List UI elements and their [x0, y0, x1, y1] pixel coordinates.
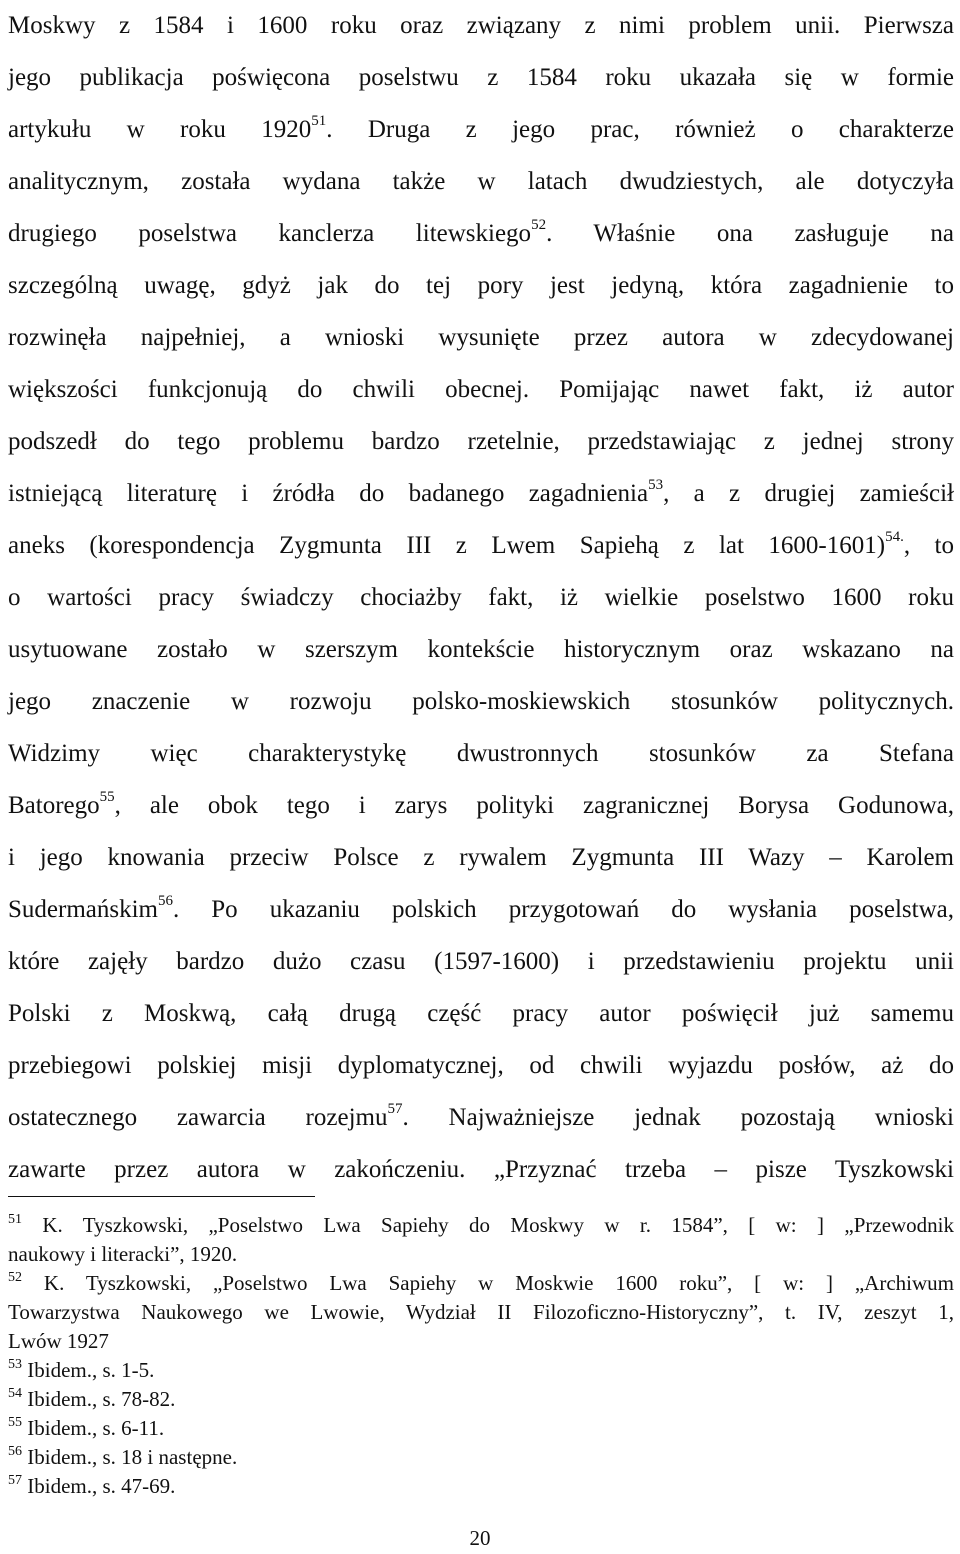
footnote-text: K. Tyszkowski, „Poselstwo Lwa Sapiehy w Moskwie 1600 roku”, [ w: ] „Archiwum [43, 1271, 954, 1295]
text-run: usytuowane zostało w szerszym kontekście historycznym oraz wskazano na [8, 636, 954, 663]
footnote-reference: 53 [648, 477, 664, 493]
text-line [8, 0, 954, 52]
text-run: Widzimy więc charakterystykę dwustronnych stosunków za Stefana [8, 740, 954, 767]
text-run: Sudermańskim [8, 896, 158, 923]
footnote-line [8, 1472, 954, 1501]
footnote-line [8, 1443, 954, 1472]
text-line [8, 260, 954, 312]
footnote-reference: 52 [531, 217, 547, 233]
footnote-line [8, 1298, 954, 1327]
text-run: rozwinęła najpełniej, a wnioski wysunięte przez autora w zdecydowanej [8, 324, 954, 351]
footnote-text: Towarzystwa Naukowego we Lwowie, Wydział II Filozoficzno-Historyczny”, t. IV, zeszyt 1, [8, 1300, 954, 1324]
footnote-line [8, 1414, 954, 1443]
text-line [8, 312, 954, 364]
text-line [8, 520, 954, 572]
footnote-reference: 54. [885, 529, 904, 545]
footnote-reference: 51 [311, 113, 327, 129]
text-line [8, 832, 954, 884]
footnote-text: naukowy i literacki”, 1920. [8, 1242, 238, 1266]
text-line [8, 156, 954, 208]
text-line [8, 624, 954, 676]
text-run: . Najważniejsze jednak pozostają wnioski [402, 1104, 954, 1131]
text-run: szczególną uwagę, gdyż jak do tej pory jest jedyną, która zagadnienie to [8, 272, 954, 299]
text-run: istniejącą literaturę i źródła do badanego zagadnienia [8, 480, 649, 507]
text-run: o wartości pracy świadczy chociażby fakt, iż wielkie poselstwo 1600 roku [8, 584, 954, 611]
text-run: analitycznym, została wydana także w latach dwudziestych, ale dotyczyła [8, 168, 954, 195]
text-run: ostatecznego zawarcia rozejmu [8, 1104, 388, 1131]
footnote-line [8, 1327, 954, 1356]
footnotes [8, 1211, 954, 1501]
text-run: drugiego poselstwa kanclerza litewskiego [8, 220, 532, 247]
footnote-number: 54 [8, 1386, 22, 1401]
text-run: Batorego [8, 792, 100, 819]
text-run: . Po ukazaniu polskich przygotowań do wysłania poselstwa, [173, 896, 954, 923]
footnote-number: 55 [8, 1415, 22, 1430]
footnote-line [8, 1356, 954, 1385]
text-line [8, 780, 954, 832]
text-run: przebiegowi polskiej misji dyplomatycznej, od chwili wyjazdu posłów, aż do [8, 1052, 954, 1079]
text-line [8, 468, 954, 520]
footnote-reference: 55 [99, 789, 115, 805]
text-line [8, 52, 954, 104]
text-run: , to [903, 532, 954, 559]
footnote-line [8, 1269, 954, 1298]
text-run: które zajęły bardzo dużo czasu (1597-1600) i przedstawieniu projektu unii [8, 948, 954, 975]
footnote-text: Ibidem., s. 6-11. [27, 1416, 165, 1440]
text-run: Polski z Moskwą, całą drugą część pracy autor poświęcił już samemu [8, 1000, 954, 1027]
text-line [8, 572, 954, 624]
footnote-line [8, 1240, 954, 1269]
text-run: i jego knowania przeciw Polsce z rywalem Zygmunta III Wazy – Karolem [8, 844, 954, 871]
text-line [8, 728, 954, 780]
text-run: , ale obok tego i zarys polityki zagranicznej Borysa Godunowa, [114, 792, 954, 819]
text-line [8, 1092, 954, 1144]
text-line [8, 416, 954, 468]
footnote-separator [8, 1196, 315, 1197]
footnote-line [8, 1385, 954, 1414]
text-run: . Właśnie ona zasługuje na [546, 220, 954, 247]
text-line [8, 208, 954, 260]
footnote-reference: 57 [387, 1101, 403, 1117]
footnote-number: 57 [8, 1473, 22, 1488]
text-run: jego publikacja poświęcona poselstwu z 1584 roku ukazała się w formie [8, 64, 954, 91]
main-text [8, 0, 954, 1196]
text-line [8, 104, 954, 156]
footnote-text: Ibidem., s. 78-82. [27, 1387, 176, 1411]
footnote-text: Ibidem., s. 47-69. [27, 1474, 176, 1498]
text-run: aneks (korespondencja Zygmunta III z Lwem Sapiehą z lat 1600-1601) [8, 532, 886, 559]
text-run: . Druga z jego prac, również o charakterze [326, 116, 954, 143]
text-run: artykułu w roku 1920 [8, 116, 312, 143]
footnote-number: 53 [8, 1357, 22, 1372]
text-run: , a z drugiej zamieścił [663, 480, 954, 507]
text-run: Moskwy z 1584 i 1600 roku oraz związany z nimi problem unii. Pierwsza [8, 12, 954, 39]
footnote-line [8, 1211, 954, 1240]
text-line [8, 676, 954, 728]
footnote-number: 52 [8, 1270, 22, 1285]
text-line [8, 1040, 954, 1092]
footnote-text: K. Tyszkowski, „Poselstwo Lwa Sapiehy do Moskwy w r. 1584”, [ w: ] „Przewodnik [42, 1213, 955, 1237]
footnote-text: Lwów 1927 [8, 1329, 109, 1353]
footnote-text: Ibidem., s. 18 i następne. [27, 1445, 238, 1469]
footnote-number: 51 [8, 1212, 22, 1227]
text-run: większości funkcjonują do chwili obecnej. Pomijając nawet fakt, iż autor [8, 376, 954, 403]
text-run: podszedł do tego problemu bardzo rzetelnie, przedstawiając z jednej strony [8, 428, 954, 455]
footnote-number: 56 [8, 1444, 22, 1459]
page-number: 20 [469, 1526, 491, 1550]
footnote-text: Ibidem., s. 1-5. [27, 1358, 155, 1382]
text-line [8, 936, 954, 988]
text-line [8, 988, 954, 1040]
footnote-reference: 56 [158, 893, 173, 909]
text-line [8, 364, 954, 416]
text-line [8, 884, 954, 936]
text-run: zawarte przez autora w zakończeniu. „Przyznać trzeba – pisze Tyszkowski [8, 1156, 954, 1183]
text-run: jego znaczenie w rozwoju polsko-moskiewskich stosunków politycznych. [8, 688, 954, 715]
text-line [8, 1144, 954, 1196]
